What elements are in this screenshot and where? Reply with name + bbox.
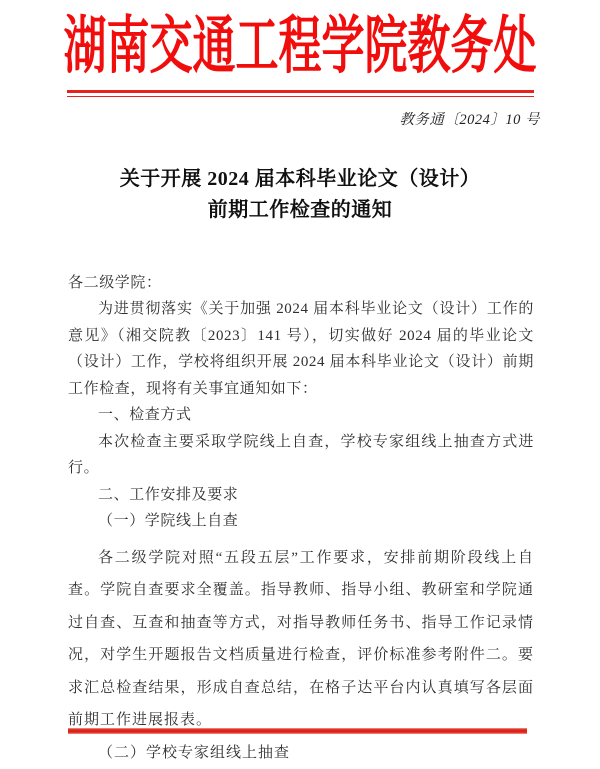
document-masthead — [0, 10, 600, 90]
notice-title-line-2: 前期工作检查的通知 — [0, 195, 600, 226]
document-number: 教务通〔2024〕10 号 — [0, 108, 600, 129]
salutation: 各二级学院： — [68, 270, 534, 297]
intro-paragraph: 为进贯彻落实《关于加强 2024 届本科毕业论文（设计）工作的意见》（湘交院教〔2023〕141 号），切实做好 2024 届的毕业论文（设计）工作，学校将组织开展 2024 届本科毕业论文（设计）前期工作检查，现将有关事宜通知如下： — [68, 296, 534, 402]
notice-body-first-block — [68, 270, 534, 535]
issuing-office-title: 湖南交通工程学院教务处 — [64, 0, 537, 106]
section-2-sub-1-heading: （一）学院线上自查 — [68, 508, 534, 535]
section-2-sub-1-body: 各二级学院对照“五段五层”工作要求，安排前期阶段线上自查。学院自查要求全覆盖。指导教师、指导小组、教研室和学院通过自查、互查和抽查等方式，对指导教师任务书、指导工作记录情况，对学生开题报告文档质量进行检查，评价标准参考附件二。要求汇总检查结果，形成自查总结，在格子达平台内认真填写各层面前期工作进展报表。 — [68, 542, 534, 737]
section-1-heading: 一、检查方式 — [68, 402, 534, 429]
section-2-heading: 二、工作安排及要求 — [68, 482, 534, 509]
notice-title — [0, 164, 600, 226]
notice-document-page — [0, 10, 600, 740]
notice-body-second-block — [68, 542, 534, 769]
section-2-sub-2-heading: （二）学校专家组线上抽查 — [68, 737, 534, 769]
notice-body — [68, 270, 534, 769]
footer-red-rule — [68, 728, 527, 734]
notice-title-line-1: 关于开展 2024 届本科毕业论文（设计） — [0, 164, 600, 195]
section-1-body: 本次检查主要采取学院线上自查，学校专家组线上抽查方式进行。 — [68, 429, 534, 482]
